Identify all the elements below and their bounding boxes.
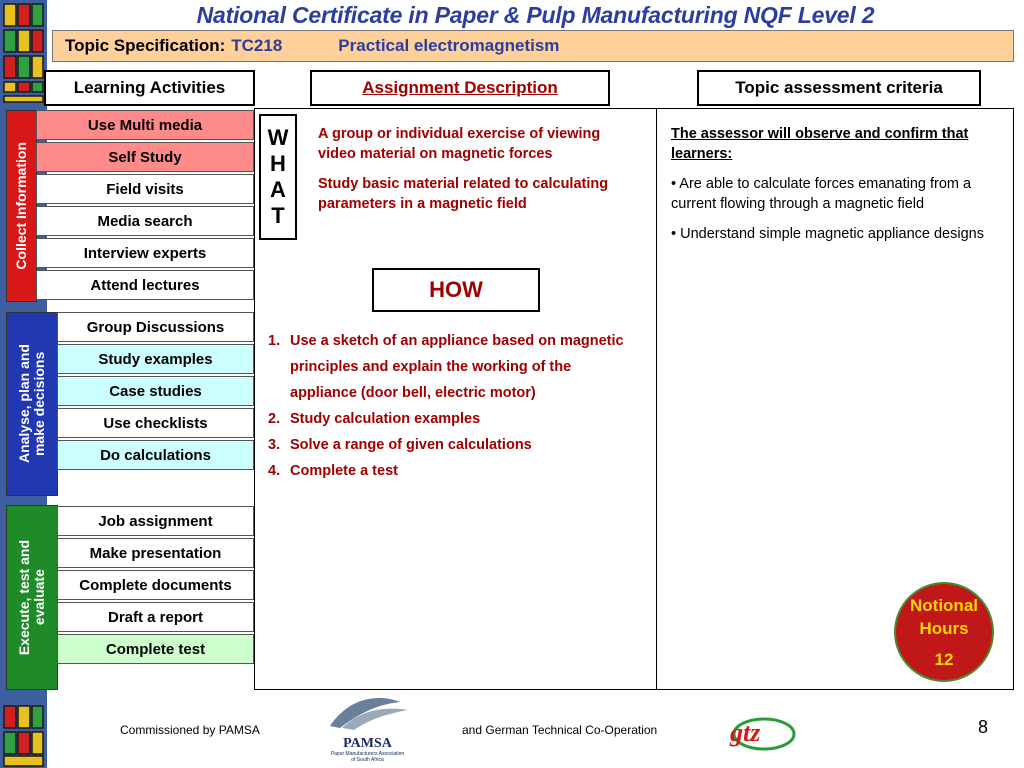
how-steps-list xyxy=(268,328,638,484)
collect-activities-list xyxy=(36,110,254,300)
notional-hours-badge xyxy=(894,582,994,682)
how-step: 4. Complete a test xyxy=(268,463,398,479)
learning-activities-header: Learning Activities xyxy=(44,70,255,106)
criteria-heading: The assessor will observe and confirm that learners: xyxy=(671,126,969,162)
assessment-criteria-text xyxy=(671,124,1001,254)
category-analyse-line2: make decisions xyxy=(31,351,47,457)
activity-job-assignment: Job assignment xyxy=(57,506,254,536)
topic-label: Topic Specification: xyxy=(65,36,226,55)
what-paragraph-2: Study basic material related to calculating parameters in a magnetic field xyxy=(318,176,609,212)
what-paragraph-1: A group or individual exercise of viewing video material on magnetic forces xyxy=(318,126,601,162)
category-execute-label xyxy=(17,540,47,655)
what-letter-a: A xyxy=(270,177,286,202)
activity-study-examples: Study examples xyxy=(57,344,254,374)
hours-line1: Notional xyxy=(910,595,978,615)
page-title: National Certificate in Paper & Pulp Manufacturing NQF Level 2 xyxy=(196,2,875,28)
activity-complete-documents: Complete documents xyxy=(57,570,254,600)
activity-self-study: Self Study xyxy=(36,142,254,172)
pamsa-subtitle-2: of South Africa xyxy=(351,757,384,763)
activity-draft-a-report: Draft a report xyxy=(57,602,254,632)
what-letter-h: H xyxy=(270,151,286,176)
how-step: 3. Solve a range of given calculations xyxy=(268,437,532,453)
what-description xyxy=(318,124,628,224)
category-collect-information xyxy=(6,110,37,302)
footer-german-text: and German Technical Co-Operation xyxy=(462,723,658,737)
pamsa-wordmark: PAMSA xyxy=(343,736,392,751)
execute-activities-list xyxy=(57,506,254,664)
criteria-item: • Understand simple magnetic appliance designs xyxy=(671,226,984,242)
how-label-box: HOW xyxy=(372,268,540,312)
category-analyse-plan-decide xyxy=(6,312,58,496)
gtz-logo xyxy=(726,712,798,758)
category-collect-label: Collect Information xyxy=(13,142,29,270)
category-execute-test-evaluate xyxy=(6,505,58,690)
gtz-wordmark: gtz xyxy=(730,718,761,747)
activity-attend-lectures: Attend lectures xyxy=(36,270,254,300)
activity-do-calculations: Do calculations xyxy=(57,440,254,470)
pamsa-logo-graphic xyxy=(320,692,415,732)
assignment-description-link[interactable]: Assignment Description xyxy=(310,70,610,106)
category-execute-line1: Execute, test and xyxy=(16,539,32,656)
topic-code: TC218 xyxy=(231,36,283,55)
activity-complete-test: Complete test xyxy=(57,634,254,664)
topic-specification-bar xyxy=(52,30,1014,62)
how-step: 1. Use a sketch of an appliance based on magnetic principles and explain the working of the appliance (door bell, electric motor) xyxy=(268,333,624,401)
category-analyse-label xyxy=(17,344,47,463)
activity-interview-experts: Interview experts xyxy=(36,238,254,268)
page-number: 8 xyxy=(978,717,989,737)
activity-media-search: Media search xyxy=(36,206,254,236)
category-analyse-line1: Analyse, plan and xyxy=(16,344,32,464)
activity-field-visits: Field visits xyxy=(36,174,254,204)
topic-assessment-criteria-header: Topic assessment criteria xyxy=(697,70,981,106)
footer-commissioned-text: Commissioned by PAMSA xyxy=(120,723,260,737)
how-step: 2. Study calculation examples xyxy=(268,411,481,427)
activity-group-discussions: Group Discussions xyxy=(57,312,254,342)
column-divider xyxy=(656,108,657,690)
analyse-activities-list xyxy=(57,312,254,470)
pamsa-logo xyxy=(320,692,415,762)
pamsa-subtitle-1: Paper Manufacturers Association xyxy=(330,751,405,757)
what-label-box xyxy=(259,114,297,240)
category-execute-line2: evaluate xyxy=(31,569,47,626)
activity-case-studies: Case studies xyxy=(57,376,254,406)
what-letter-w: W xyxy=(267,125,289,150)
hours-line2: Hours xyxy=(919,618,969,638)
activity-use-checklists: Use checklists xyxy=(57,408,254,438)
what-letter-t: T xyxy=(271,203,285,228)
activity-make-presentation: Make presentation xyxy=(57,538,254,568)
activity-use-multi-media: Use Multi media xyxy=(36,110,254,140)
criteria-item: • Are able to calculate forces emanating from a current flowing through a magnetic field xyxy=(671,176,972,212)
topic-name: Practical electromagnetism xyxy=(338,36,560,55)
hours-value: 12 xyxy=(934,649,954,669)
